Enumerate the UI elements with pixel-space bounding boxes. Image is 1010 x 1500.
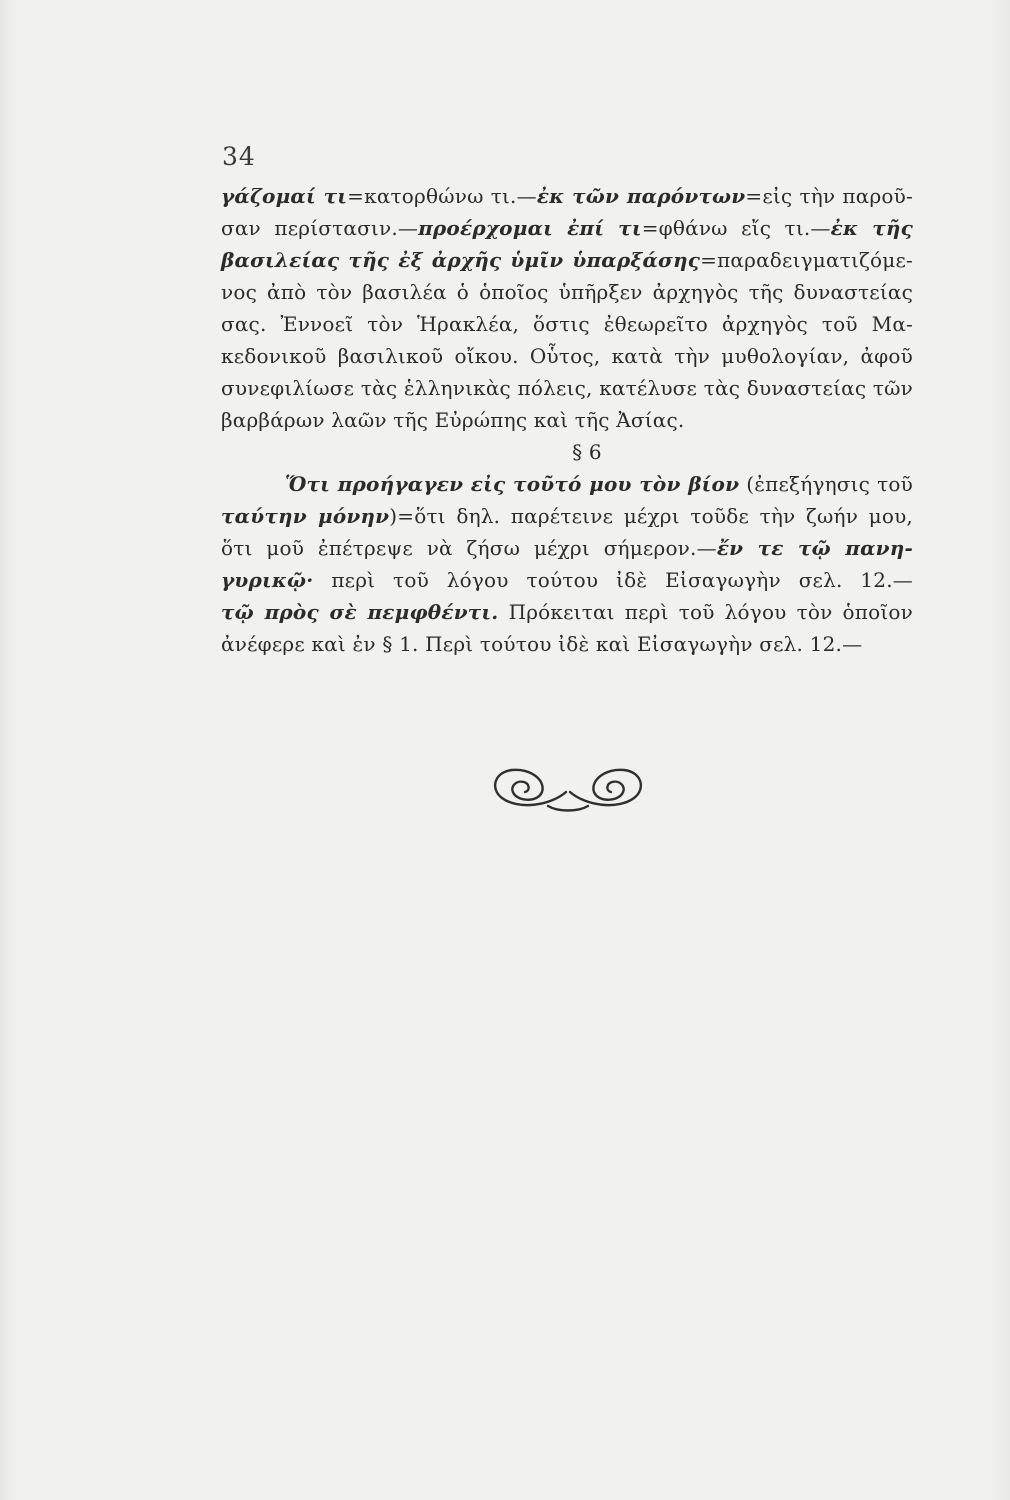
page-number: 34 (222, 142, 256, 171)
text-line (221, 596, 913, 628)
lemma: ἐκ τῶν παρόντων (536, 184, 746, 208)
gloss: )=ὅτι δηλ. παρέτεινε μέχρι τοῦδε τὴν ζωήν μου, (389, 504, 913, 528)
lemma: προέρχομαι ἐπί τι (418, 216, 642, 240)
gloss: ὅτι μοῦ ἐπέτρεψε νὰ ζήσω μέχρι σήμερον.— (221, 536, 717, 560)
text-line: νος ἀπὸ τὸν βασιλέα ὁ ὁποῖος ὑπῆρξεν ἀρχηγὸς τῆς δυναστείας (221, 280, 913, 304)
text-line: συνεφιλίωσε τὰς ἑλληνικὰς πόλεις, κατέλυσε τὰς δυναστείας τῶν (221, 376, 913, 400)
lemma: γυρικῷ· (221, 568, 314, 592)
lemma: ἔν τε τῷ πανη- (716, 536, 914, 560)
text-line (221, 212, 913, 244)
text-line (221, 500, 913, 532)
double-spiral-ornament-icon (488, 762, 648, 820)
lemma: γάζομαί τι (221, 184, 348, 208)
lemma: ἐκ τῆς (830, 216, 913, 240)
gloss: σαν περίστασιν.— (221, 216, 419, 240)
gloss: =κατορθώνω τι.— (347, 184, 537, 208)
gloss: (ἐπεξήγησις τοῦ (746, 472, 913, 496)
lemma: βασιλείας τῆς ἐξ ἀρχῆς ὑμῖν ὑπαρξάσης (221, 248, 701, 272)
text-line: βαρβάρων λαῶν τῆς Εὐρώπης καὶ τῆς Ἀσίας. (221, 408, 685, 432)
text-line (221, 564, 913, 596)
text-line: κεδονικοῦ βασιλικοῦ οἴκου. Οὗτος, κατὰ τὴν μυθολογίαν, ἀφοῦ (221, 344, 913, 368)
lemma: ταύτην μόνην (221, 504, 390, 528)
text-line (221, 180, 913, 212)
text-line (221, 468, 913, 500)
text-block (221, 180, 913, 660)
gloss: =εἰς τὴν παροῦ- (745, 184, 913, 208)
gloss: =φθάνω εἴς τι.— (641, 216, 831, 240)
lemma: Ὅτι προήγαγεν εἰς τοῦτό μου τὸν βίον (285, 472, 740, 496)
text-line (221, 244, 913, 276)
text-line: ἀνέφερε καὶ ἐν § 1. Περὶ τούτου ἰδὲ καὶ Εἰσαγωγὴν σελ. 12.— (221, 632, 863, 656)
gloss: Πρόκειται περὶ τοῦ λόγου τὸν ὁποῖον (508, 600, 914, 624)
section-heading: § 6 (572, 440, 602, 464)
gloss: =παραδειγματιζόμε- (700, 248, 913, 272)
lemma: τῷ πρὸς σὲ πεμφθέντι. (221, 600, 499, 624)
gloss: περὶ τοῦ λόγου τούτου ἰδὲ Εἰσαγωγὴν σελ. 12.— (331, 568, 913, 592)
text-line (221, 532, 913, 564)
text-line: σας. Ἐννοεῖ τὸν Ἡρακλέα, ὅστις ἐθεωρεῖτο ἀρχηγὸς τοῦ Μα- (221, 312, 913, 336)
